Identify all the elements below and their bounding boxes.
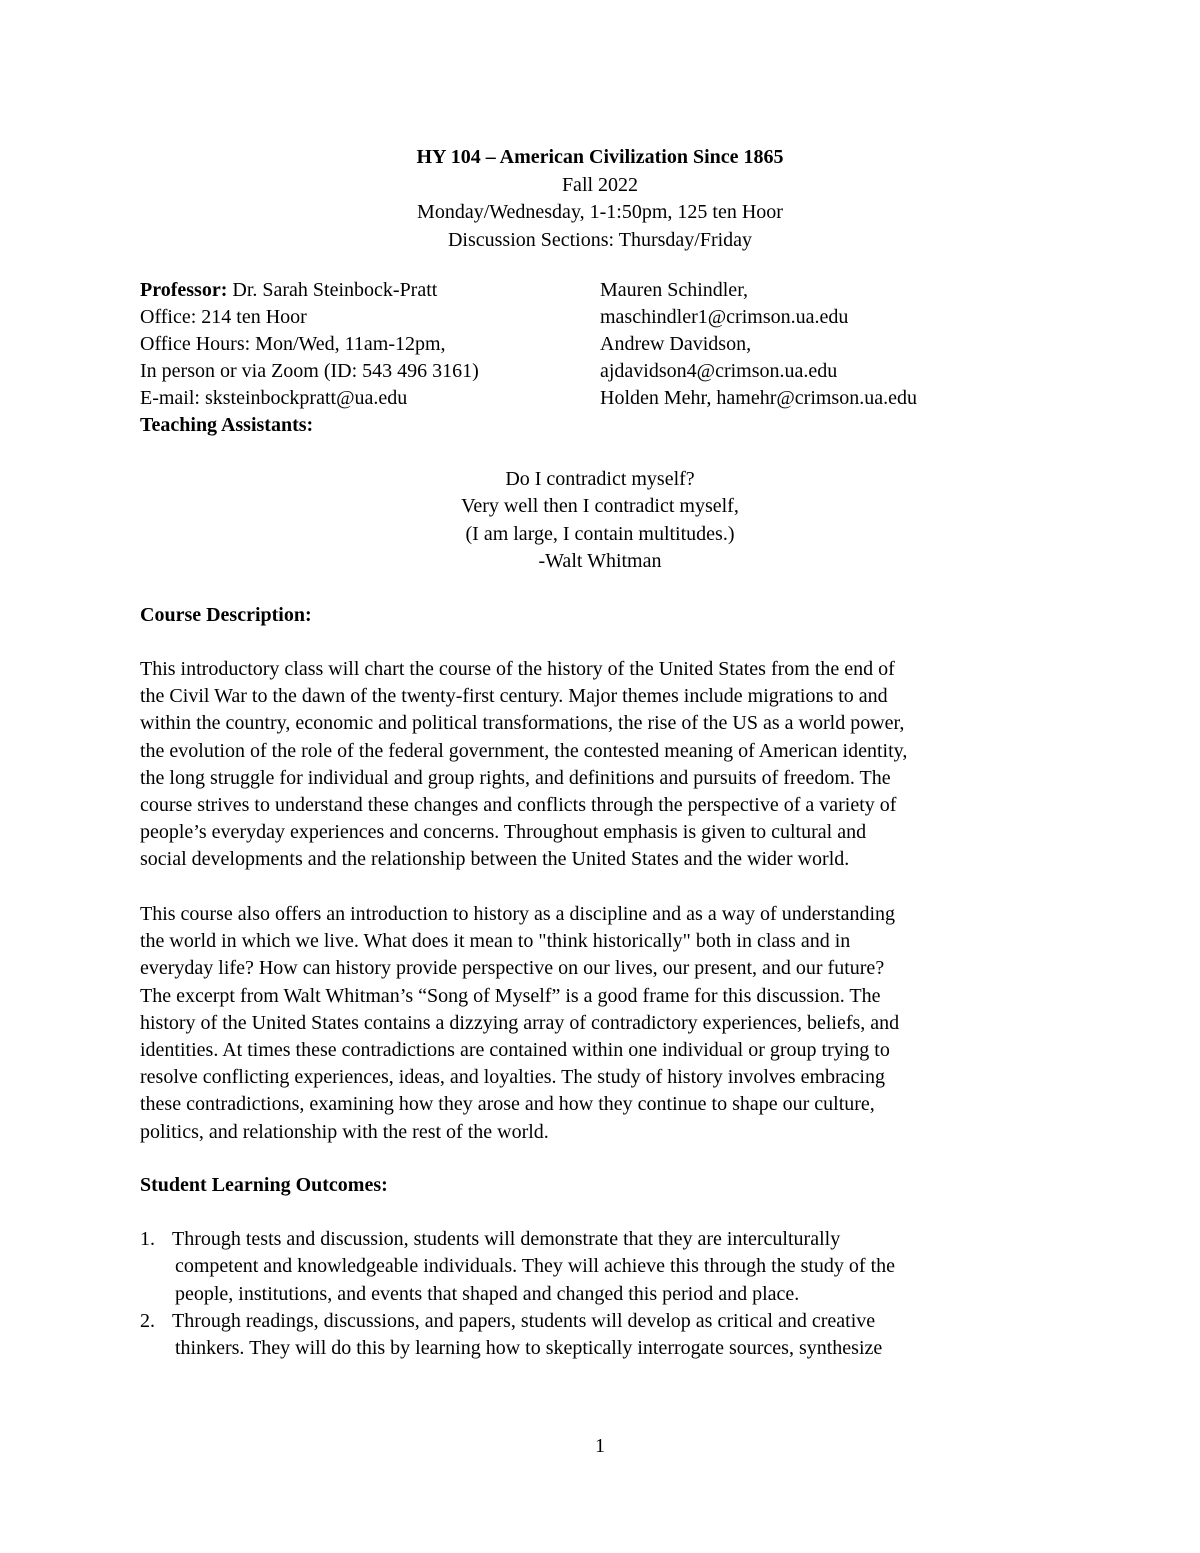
paragraph-line: everyday life? How can history provide perspective on our lives, our present, and our future? <box>140 957 885 980</box>
quote-line: (I am large, I contain multitudes.) <box>465 522 735 545</box>
list-item-continuation: people, institutions, and events that shaped and changed this period and place. <box>175 1282 800 1305</box>
list-item-number: 1. <box>140 1228 155 1250</box>
ta-line: ajdavidson4@crimson.ua.edu <box>600 360 838 382</box>
page-number: 1 <box>595 1435 605 1457</box>
list-item-continuation: competent and knowledgeable individuals. They will achieve this through the study of the <box>175 1255 896 1278</box>
learning-outcomes-heading: Student Learning Outcomes: <box>140 1174 388 1196</box>
professor-name: Dr. Sarah Steinbock-Pratt <box>232 279 438 301</box>
course-term: Fall 2022 <box>561 173 639 196</box>
quote-line: Do I contradict myself? <box>505 468 695 490</box>
quote-line: Very well then I contradict myself, <box>461 495 739 518</box>
quote-attribution: -Walt Whitman <box>538 549 662 572</box>
ta-line: maschindler1@crimson.ua.edu <box>600 306 849 328</box>
paragraph-line: This introductory class will chart the course of the history of the United States from the end of <box>140 658 895 680</box>
teaching-assistants-label: Teaching Assistants: <box>140 414 314 436</box>
paragraph-line: these contradictions, examining how they arose and how they continue to shape our culture, <box>140 1093 875 1116</box>
paragraph-line: politics, and relationship with the rest of the world. <box>140 1120 549 1143</box>
ta-line: Mauren Schindler, <box>600 279 749 301</box>
professor-office-hours-mode: In person or via Zoom (ID: 543 496 3161) <box>140 360 479 382</box>
list-item-number: 2. <box>140 1309 155 1332</box>
course-header <box>0 144 1200 254</box>
paragraph-line: the evolution of the role of the federal government, the contested meaning of American identity, <box>140 739 908 762</box>
paragraph-line: The excerpt from Walt Whitman’s “Song of Myself” is a good frame for this discussion. The <box>140 984 881 1007</box>
list-item-text: Through readings, discussions, and papers, students will develop as critical and creative <box>172 1309 876 1332</box>
paragraph-line: within the country, economic and political transformations, the rise of the US as a world power, <box>140 712 905 735</box>
professor-office: Office: 214 ten Hoor <box>140 306 307 328</box>
course-description-heading: Course Description: <box>140 604 312 626</box>
professor-office-hours: Office Hours: Mon/Wed, 11am-12pm, <box>140 333 446 355</box>
paragraph-line: identities. At times these contradictions are contained within one individual or group trying to <box>140 1038 890 1061</box>
list-item <box>140 1226 1070 1253</box>
professor-label: Professor: <box>140 279 228 301</box>
paragraph-line: the world in which we live. What does it mean to "think historically" both in class and in <box>140 930 851 953</box>
list-item-continuation: thinkers. They will do this by learning how to skeptically interrogate sources, synthesize <box>175 1337 883 1360</box>
paragraph-line: course strives to understand these changes and conflicts through the perspective of a variety of <box>140 793 897 816</box>
course-schedule: Monday/Wednesday, 1-1:50pm, 125 ten Hoor <box>417 201 783 223</box>
ta-line: Holden Mehr, hamehr@crimson.ua.edu <box>600 387 917 409</box>
professor-name-line <box>140 277 590 304</box>
paragraph-line: resolve conflicting experiences, ideas, and loyalties. The study of history involves embracing <box>140 1066 885 1089</box>
teaching-assistants-list <box>600 277 1040 412</box>
course-title: HY 104 – American Civilization Since 1865 <box>416 146 784 168</box>
course-description-paragraph-2 <box>140 901 1070 1146</box>
list-item-text: Through tests and discussion, students will demonstrate that they are interculturally <box>172 1228 841 1250</box>
paragraph-line: the long struggle for individual and group rights, and definitions and pursuits of freedom. The <box>140 766 891 789</box>
paragraph-line: the Civil War to the dawn of the twenty-first century. Major themes include migrations to and <box>140 685 888 708</box>
list-item <box>140 1308 1070 1335</box>
ta-line: Andrew Davidson, <box>600 333 752 355</box>
learning-outcomes-list <box>140 1226 1070 1362</box>
whitman-quote <box>0 466 1200 575</box>
professor-email: E-mail: sksteinbockpratt@ua.edu <box>140 387 408 409</box>
paragraph-line: history of the United States contains a dizzying array of contradictory experiences, beliefs, and <box>140 1011 900 1034</box>
professor-info <box>140 277 590 439</box>
paragraph-line: This course also offers an introduction to history as a discipline and as a way of understanding <box>140 903 896 925</box>
paragraph-line: people’s everyday experiences and concerns. Throughout emphasis is given to cultural and <box>140 821 867 844</box>
discussion-sections: Discussion Sections: Thursday/Friday <box>447 228 753 251</box>
paragraph-line: social developments and the relationship between the United States and the wider world. <box>140 848 850 871</box>
course-description-paragraph-1 <box>140 656 1070 874</box>
